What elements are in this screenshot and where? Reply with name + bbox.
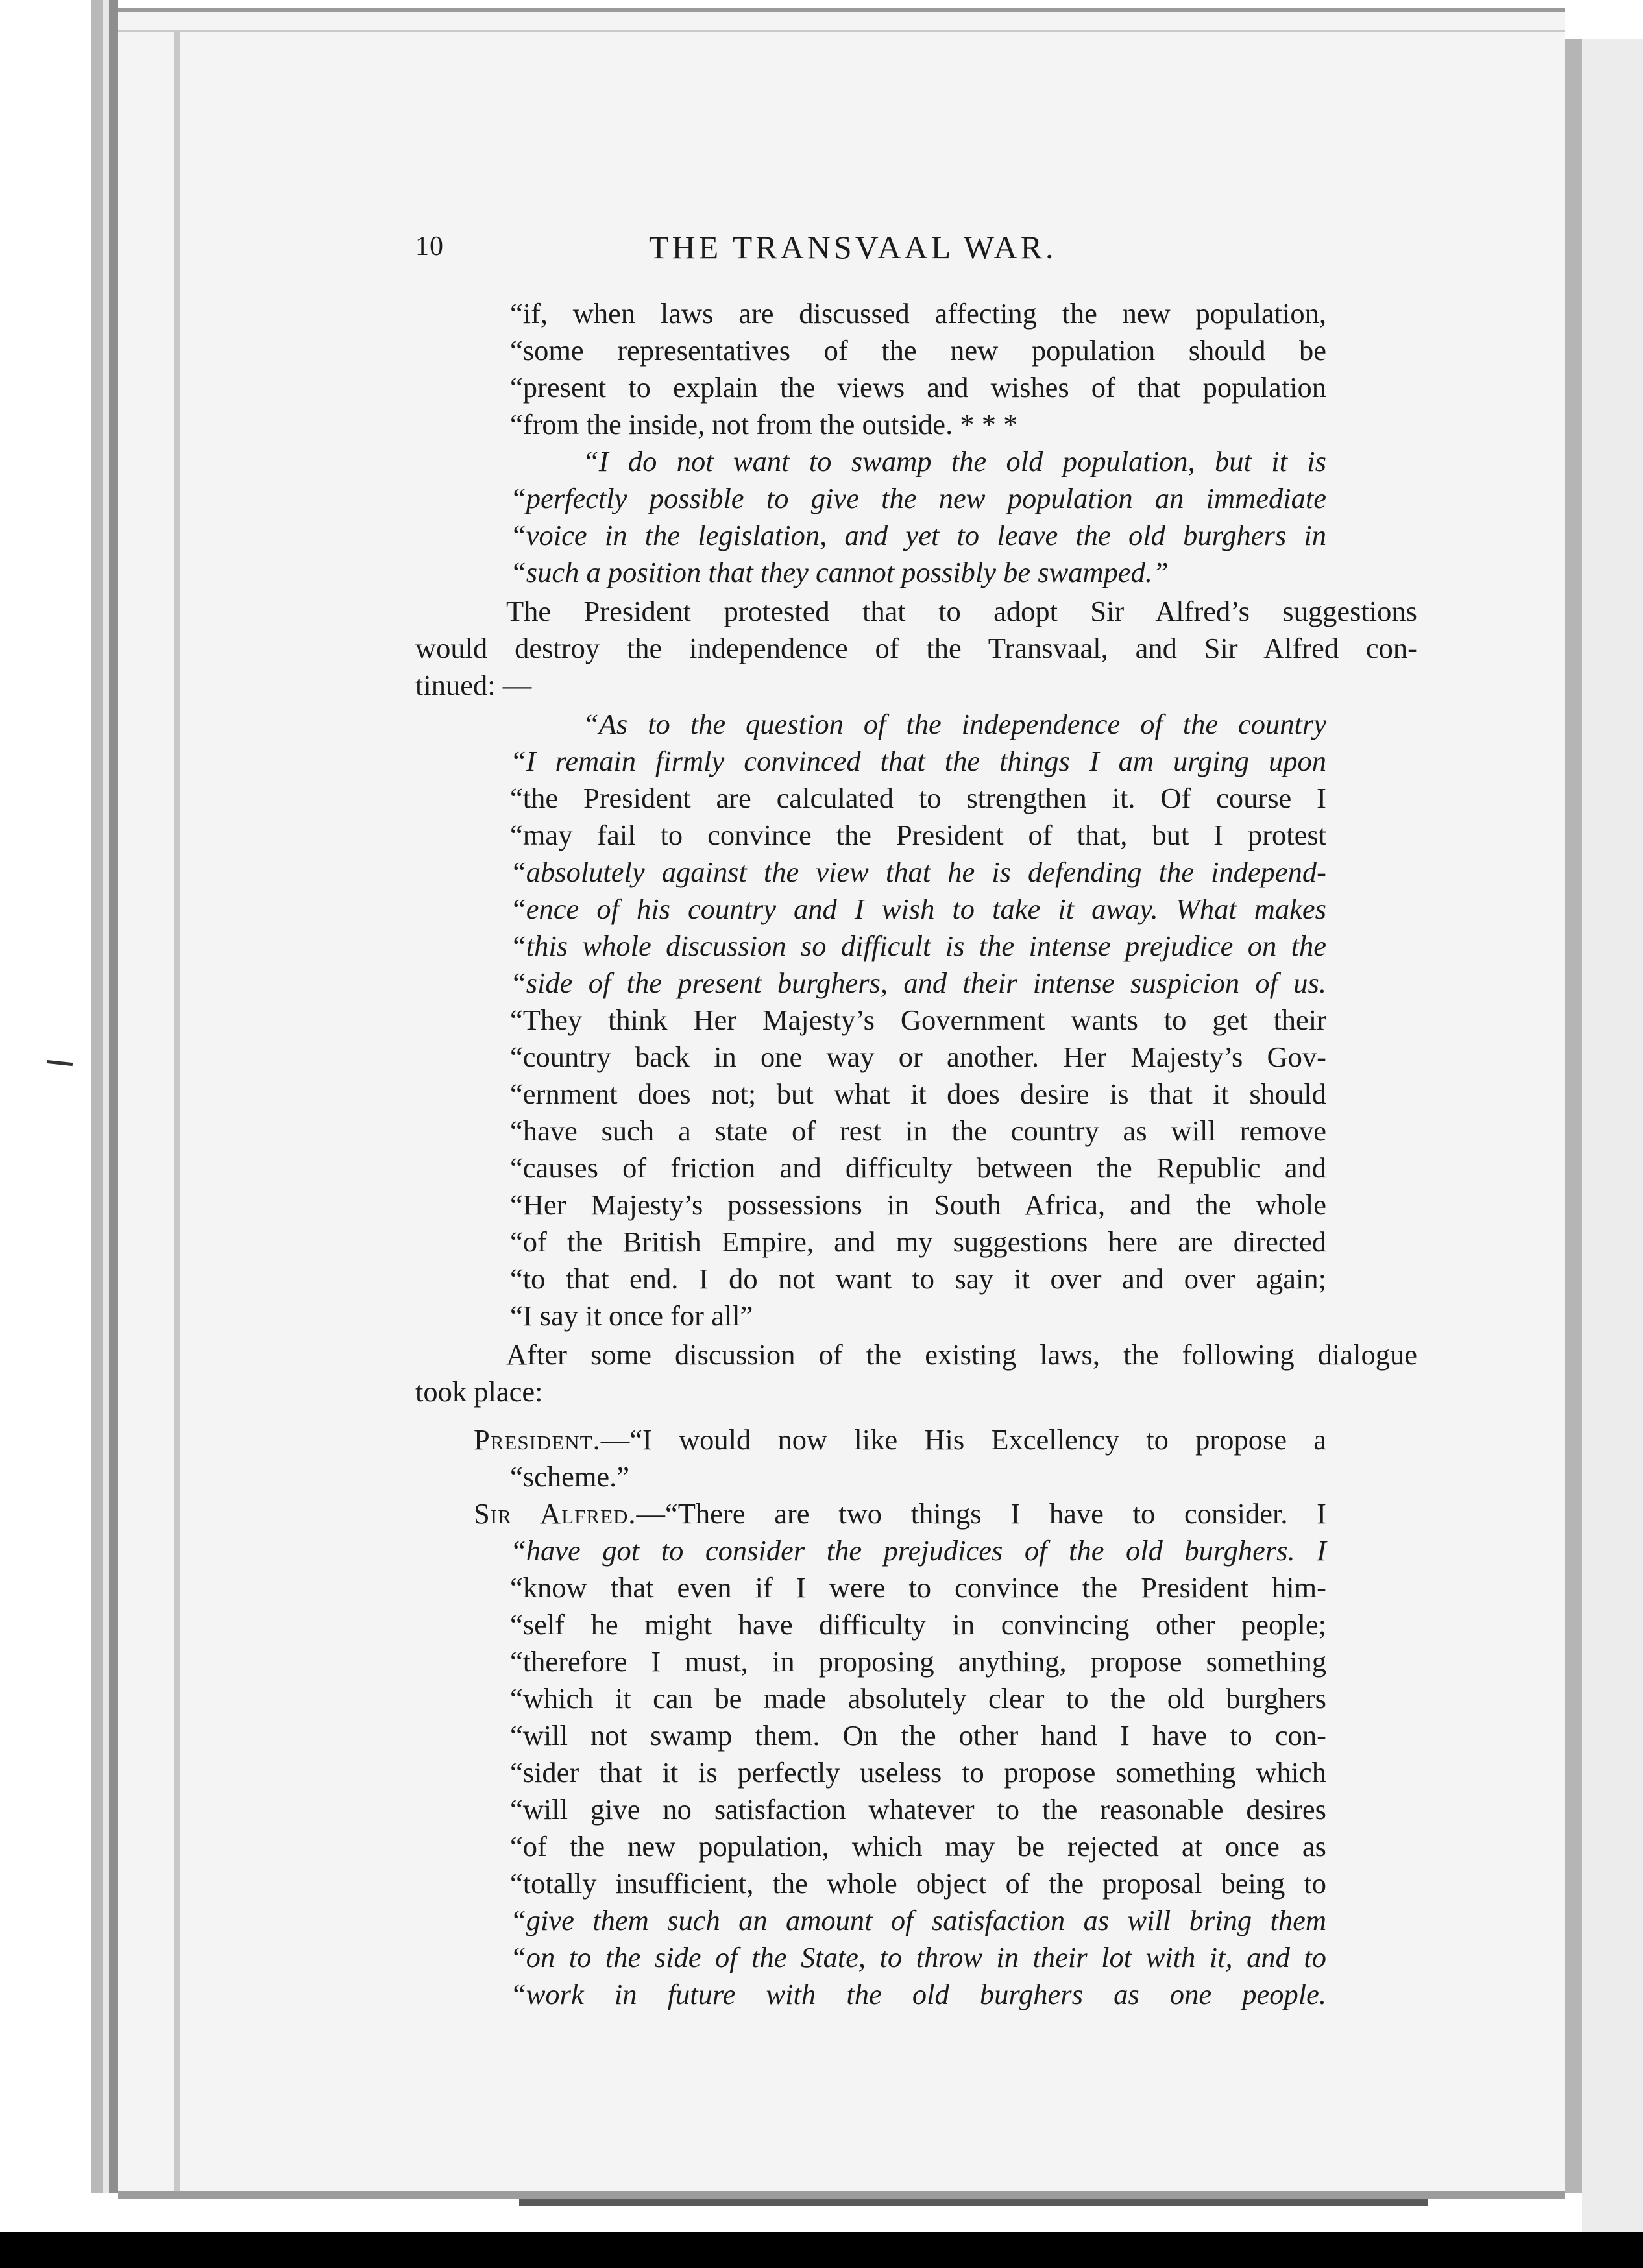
text-line: “absolutely against the view that he is defending the independ- — [510, 856, 1326, 888]
speaker-name: President. — [474, 1423, 601, 1456]
text-line: “of the British Empire, and my suggestions here are directed — [510, 1225, 1326, 1258]
text-line: “totally insufficient, the whole object of the proposal being to — [510, 1867, 1326, 1900]
text-line: “I say it once for all” — [510, 1299, 753, 1332]
text-line: “I remain firmly convinced that the things I am urging upon — [510, 745, 1326, 777]
text-line: “know that even if I were to convince the President him- — [510, 1571, 1326, 1604]
speaker-name: Sir Alfred. — [474, 1497, 637, 1530]
page-inner-edge — [174, 32, 180, 2193]
text-line: “scheme.” — [510, 1460, 630, 1493]
page-number: 10 — [415, 232, 444, 261]
running-head: THE TRANSVAAL WAR. — [649, 229, 1057, 265]
text-line: “ernment does not; but what it does desire is that it should — [510, 1078, 1326, 1110]
text-line: “ence of his country and I wish to take it away. What makes — [510, 893, 1326, 925]
text-line: “will give no satisfaction whatever to the reasonable desires — [510, 1793, 1326, 1826]
text-line: “Her Majesty’s possessions in South Africa, and the whole — [510, 1188, 1326, 1221]
text-line — [474, 1495, 1326, 1532]
text-line: “work in future with the old burghers as one people. — [510, 1978, 1326, 2010]
text-line: “from the inside, not from the outside. * * * — [510, 408, 1018, 440]
text-line: “therefore I must, in proposing anything, propose something — [510, 1645, 1326, 1678]
page-top-edge — [118, 8, 1565, 12]
text-line: “if, when laws are discussed affecting the new population, — [510, 297, 1326, 330]
page-bottom-edge — [519, 2199, 1428, 2206]
binding-edge — [91, 0, 103, 2193]
text-line: “give them such an amount of satisfaction as will bring them — [510, 1904, 1326, 1936]
text-line: “of the new population, which may be rejected at once as — [510, 1830, 1326, 1863]
text-line: “have such a state of rest in the country as will remove — [510, 1115, 1326, 1147]
binding-edge — [103, 0, 109, 2193]
text-line: “such a position that they cannot possibly be swamped.” — [510, 556, 1169, 588]
text-line: would destroy the independence of the Transvaal, and Sir Alfred con- — [415, 632, 1417, 664]
scan-bottom-bar — [0, 2232, 1643, 2268]
text-line: “some representatives of the new population should be — [510, 334, 1326, 367]
text-line: “self he might have difficulty in convincing other people; — [510, 1608, 1326, 1641]
scan-margin — [0, 0, 91, 2232]
text-line: “They think Her Majesty’s Government wants to get their — [510, 1004, 1326, 1036]
text-line: “to that end. I do not want to say it over and over again; — [510, 1262, 1326, 1295]
text-line: “As to the question of the independence of the country — [583, 708, 1326, 740]
text-line: “may fail to convince the President of that, but I protest — [510, 819, 1326, 851]
text-line: “I do not want to swamp the old population, but it is — [583, 445, 1326, 477]
text-line: “which it can be made absolutely clear to the old burghers — [510, 1682, 1326, 1715]
text-line: “present to explain the views and wishes of that population — [510, 371, 1326, 404]
speaker-text: —“I would now like His Excellency to propose a — [600, 1423, 1326, 1456]
page-top-edge — [118, 30, 1565, 32]
text-line: “perfectly possible to give the new population an immediate — [510, 482, 1326, 514]
binding-edge — [109, 0, 118, 2193]
next-page-edge — [1565, 39, 1582, 2193]
page-bottom-edge — [118, 2191, 1565, 2199]
text-line: “causes of friction and difficulty between the Republic and — [510, 1152, 1326, 1184]
text-line: The President protested that to adopt Sir Alfred’s suggestions — [506, 595, 1417, 627]
text-line: “the President are calculated to strengthen it. Of course I — [510, 782, 1326, 814]
text-line: “voice in the legislation, and yet to leave the old burghers in — [510, 519, 1326, 551]
text-line: “on to the side of the State, to throw in their lot with it, and to — [510, 1941, 1326, 1973]
text-line: “sider that it is perfectly useless to propose something which — [510, 1756, 1326, 1789]
text-line: “will not swamp them. On the other hand I have to con- — [510, 1719, 1326, 1752]
text-line — [474, 1421, 1326, 1458]
text-line: “side of the present burghers, and their intense suspicion of us. — [510, 967, 1326, 999]
next-page-edge — [1582, 39, 1643, 2232]
text-line: “this whole discussion so difficult is the intense prejudice on the — [510, 930, 1326, 962]
text-line: “have got to consider the prejudices of the old burghers. I — [510, 1534, 1326, 1567]
text-line: tinued: — — [415, 669, 532, 701]
speaker-text: —“There are two things I have to consider. I — [636, 1497, 1327, 1530]
text-line: After some discussion of the existing laws, the following dialogue — [506, 1338, 1417, 1371]
text-line: took place: — [415, 1375, 543, 1408]
text-line: “country back in one way or another. Her Majesty’s Gov- — [510, 1041, 1326, 1073]
